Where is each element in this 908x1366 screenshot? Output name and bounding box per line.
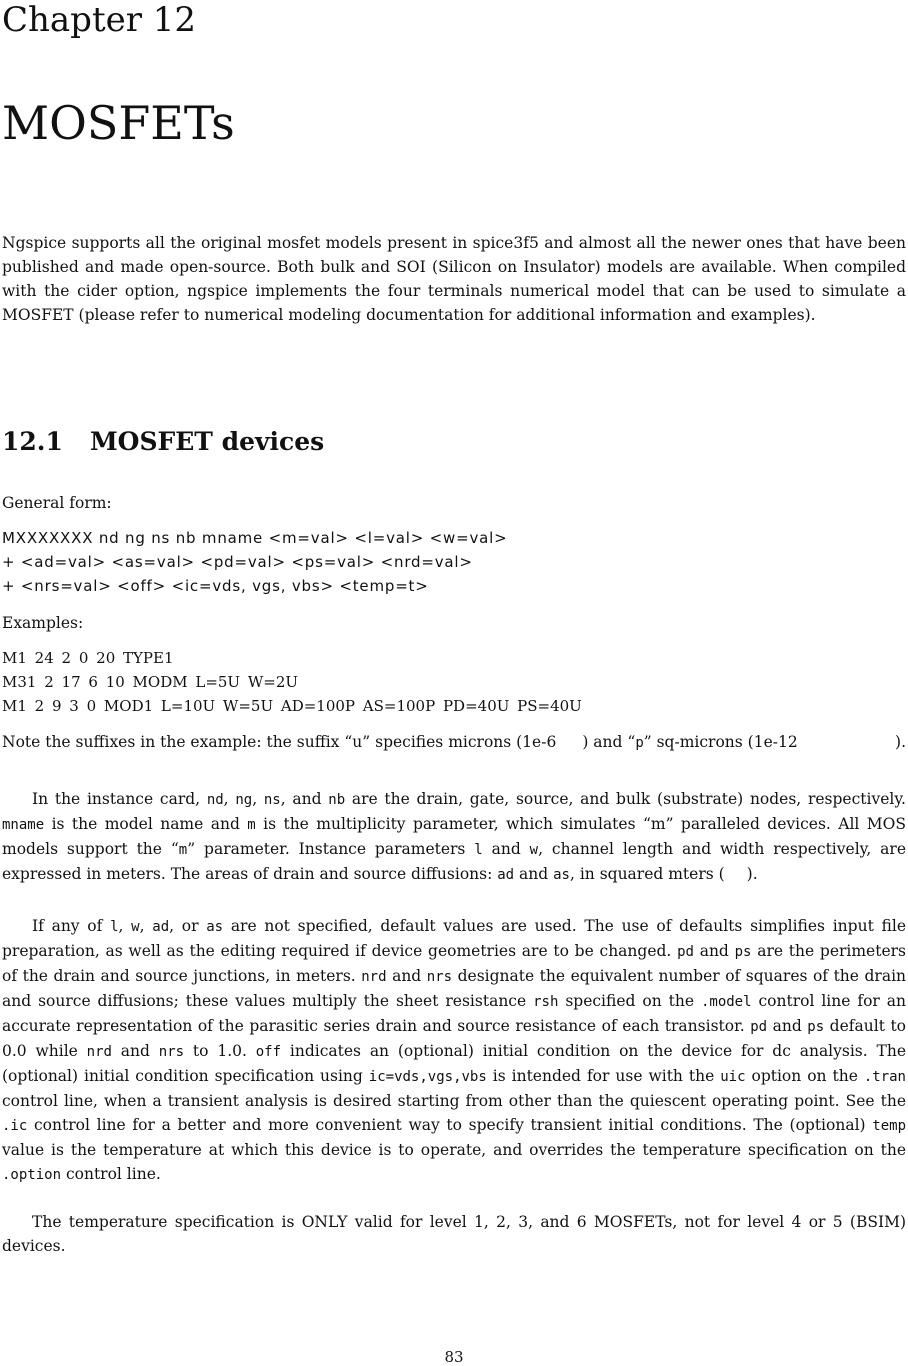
note-code-p: p — [635, 735, 644, 751]
general-form-line-2: + <ad=val> <as=val> <pd=val> <ps=val> <nrd=val> — [2, 553, 473, 571]
section-title: MOSFET devices — [90, 427, 325, 456]
general-form-line-1: MXXXXXXX nd ng ns nb mname <m=val> <l=val> <w=val> — [2, 529, 508, 547]
instance-paragraph: In the instance card, nd, ng, ns, and nb are the drain, gate, source, and bulk (substrate) nodes, respectively. mname is the model name and m is the multiplicity parameter, which simulates “m” paralleled devices. All MOS models support the “m” parameter. Instance parameters l and w, channel length and width respectively, are expressed in meters. The areas of drain and source diffusions: ad and as, in squared mters ( ). — [2, 790, 907, 883]
note-text-a: Note the suffixes in the example: the suffix “u” specifies microns (1e-6 — [2, 733, 557, 751]
suffix-note — [2, 731, 906, 754]
general-form-label: General form: — [2, 494, 112, 512]
defaults-paragraph: If any of l, w, ad, or as are not specified, default values are used. The use of defaults simplifies input file preparation, as well as the editing required if device geometries are to be changed. pd and ps are the perimeters of the drain and source junctions, in meters. nrd and nrs designate the equivalent number of squares of the drain and source diffusions; these values multiply the sheet resistance rsh specified on the .model control line for an accurate representation of the parasitic series drain and source resistance of each transistor. pd and ps default to 0.0 while nrd and nrs to 1.0. off indicates an (optional) initial condition on the device for dc analysis. The (optional) initial condition specification using ic=vds,vgs,vbs is intended for use with the uic option on the .tran control line, when a transient analysis is desired starting from other than the quiescent operating point. See the .ic control line for a better and more convenient way to specify transient initial conditions. The (optional) temp value is the temperature at which this device is to operate, and overrides the temperature specification on the .option control line. — [2, 917, 907, 1183]
temperature-paragraph: The temperature specification is ONLY valid for level 1, 2, 3, and 6 MOSFETs, not for level 4 or 5 (BSIM) devices. — [2, 1213, 906, 1255]
example-line-2: M31 2 17 6 10 MODM L=5U W=2U — [2, 673, 299, 691]
section-number: 12.1 — [2, 427, 63, 456]
intro-paragraph: Ngspice supports all the original mosfet models present in spice3f5 and almost all the newer ones that have been published and made open-source. Both bulk and SOI (Silicon on Insulator) models are available. When compiled with the cider option, ngspice implements the four terminals numerical model that can be used to simulate a MOSFET (please refer to numerical modeling documentation for additional information and examples). — [2, 234, 906, 324]
examples-label: Examples: — [2, 614, 84, 632]
example-line-3: M1 2 9 3 0 MOD1 L=10U W=5U AD=100P AS=100P PD=40U PS=40U — [2, 697, 582, 715]
chapter-label: Chapter 12 — [2, 0, 197, 40]
page-number: 83 — [444, 1348, 464, 1366]
section-heading — [2, 426, 324, 458]
general-form-line-3: + <nrs=val> <off> <ic=vds, vgs, vbs> <temp=t> — [2, 577, 429, 595]
note-text-d: ). — [895, 733, 906, 751]
note-text-b: ) and “ — [582, 733, 636, 751]
example-line-1: M1 24 2 0 20 TYPE1 — [2, 649, 174, 667]
chapter-title: MOSFETs — [2, 96, 235, 150]
note-text-c: ” sq-microns (1e-12 — [643, 733, 798, 751]
